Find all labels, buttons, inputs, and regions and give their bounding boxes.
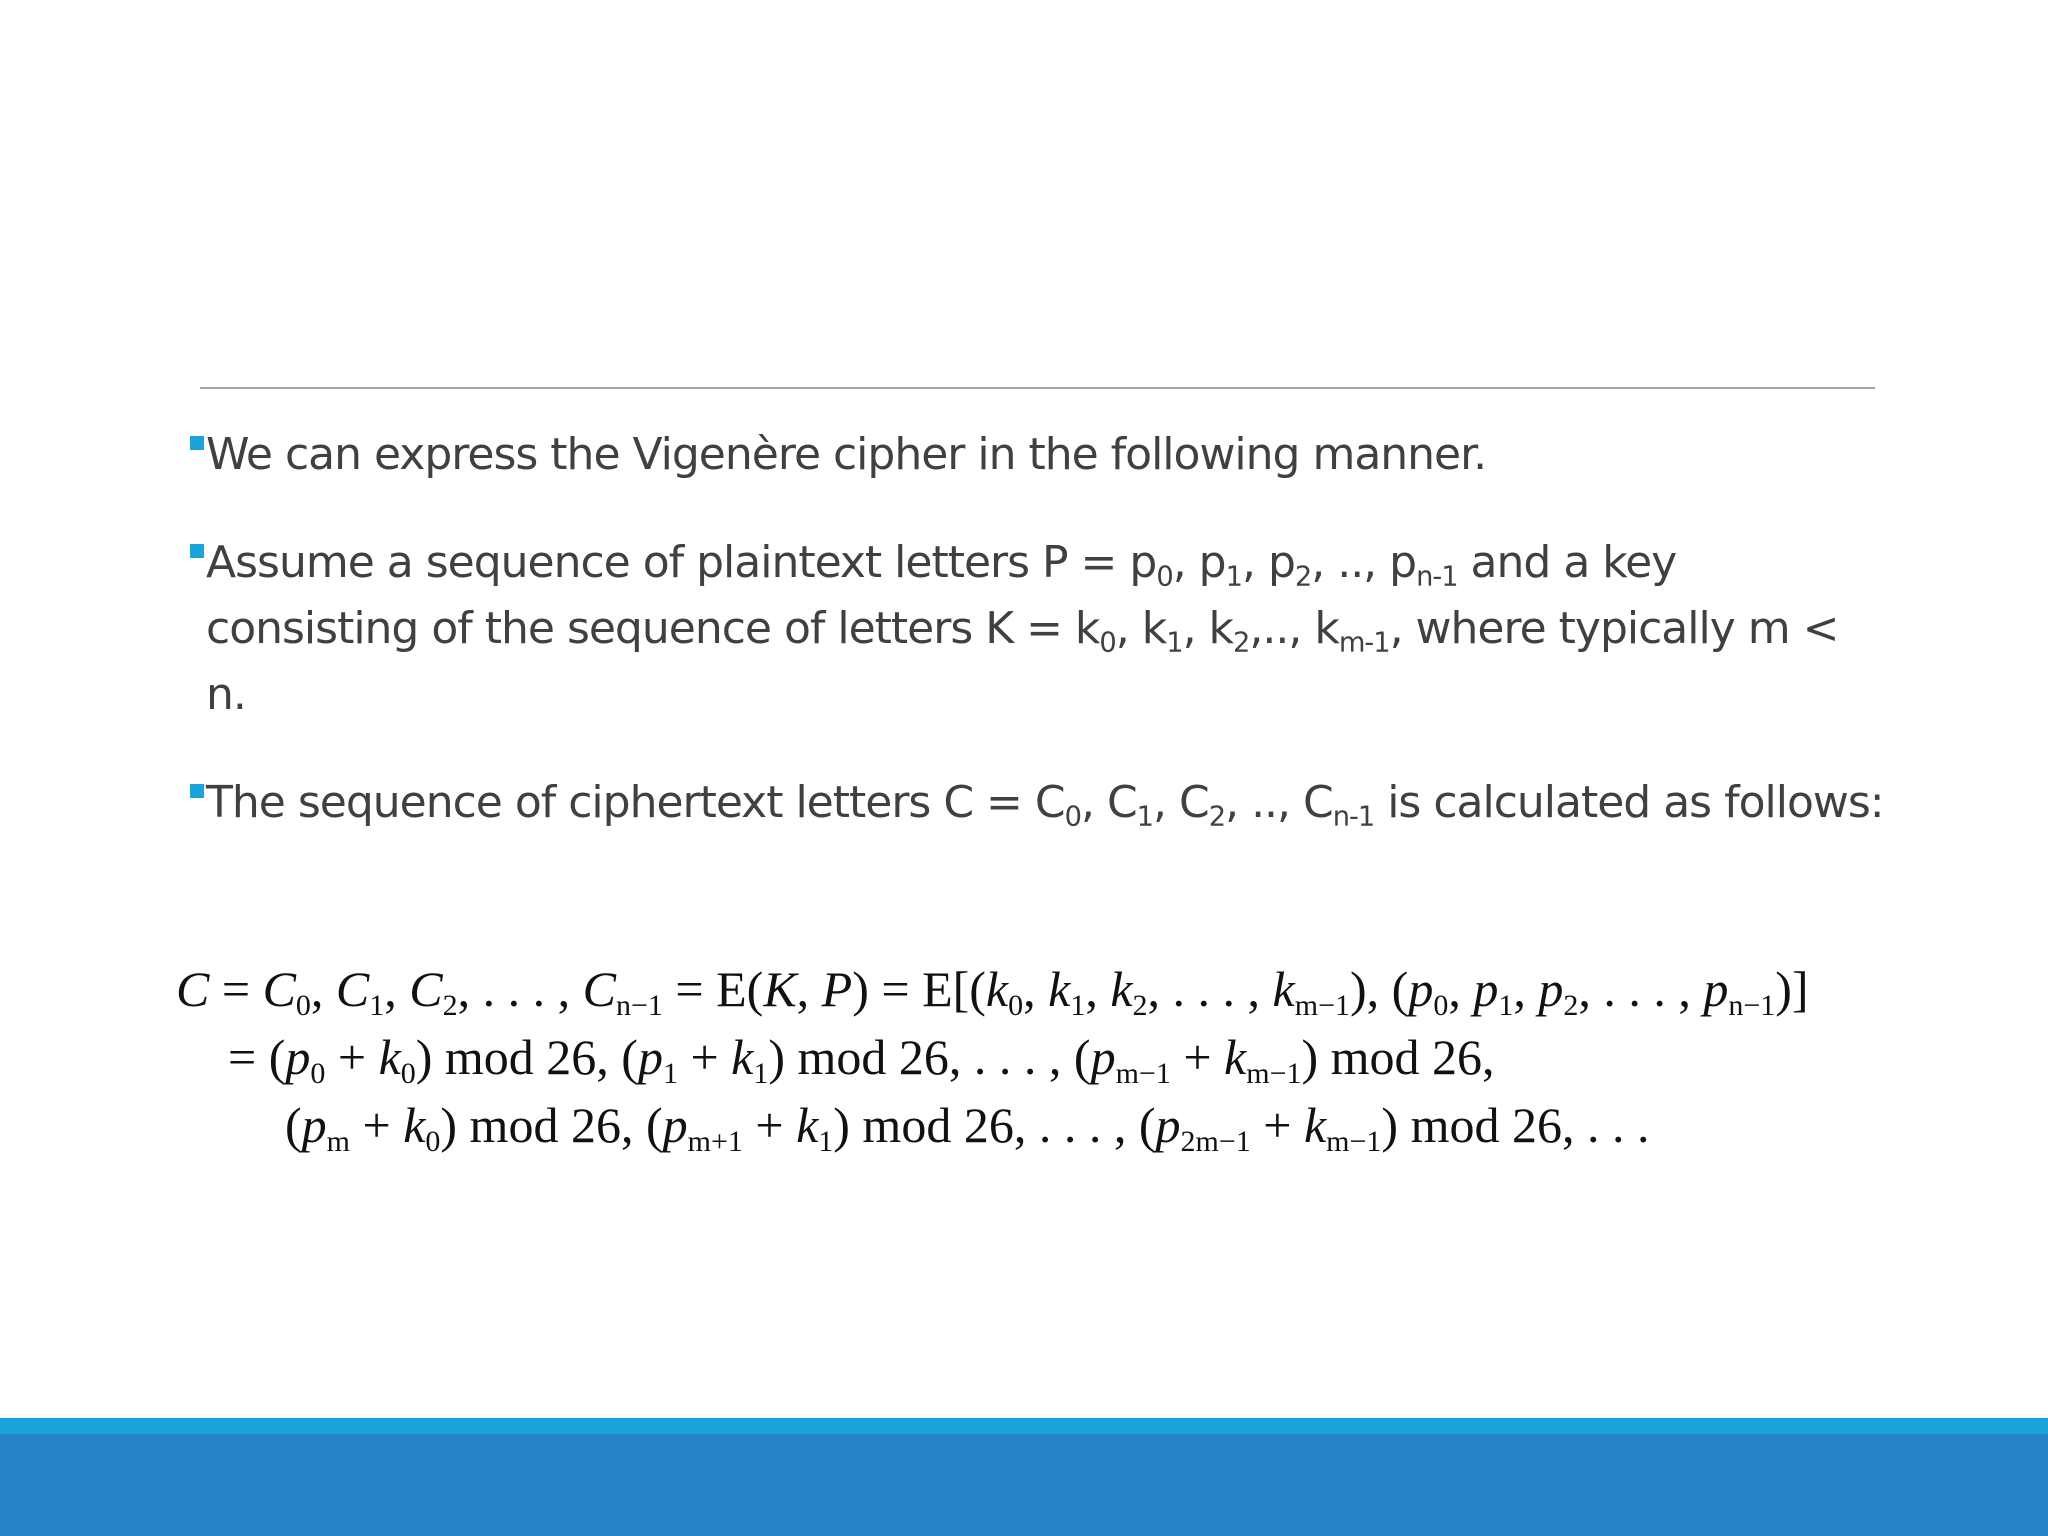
footer-bar — [0, 1434, 2048, 1536]
vigenere-equation — [176, 955, 1951, 1159]
square-bullet-icon — [190, 784, 204, 798]
bullet-item-2 — [186, 530, 1886, 728]
bullet-text-2: Assume a sequence of plaintext letters $P = p_0$, $p_1$, $p_2$, .., $p_{n-1}$ and a key consisting of the sequence of letters $K = k_0$, $k_1$, $k_2$,.., $k_{m-1}$, where typically m < n. — [206, 537, 1839, 720]
square-bullet-icon — [190, 544, 204, 558]
footer-accent-stripe — [0, 1418, 2048, 1434]
square-bullet-icon — [190, 436, 204, 450]
equation-line-3: $(p_m + k_0)$ mod 26, $(p_{m+1} + k_1)$ mod 26, . . . , $(p_{2m-1} + k_{m-1})$ mod 26, . . . — [285, 1097, 1650, 1158]
bullet-text-3: The sequence of ciphertext letters $C = C_0$, $C_1$, $C_2$, .., $C_{n-1}$ is calculated as follows: — [206, 777, 1884, 833]
bullet-item-1 — [186, 422, 1886, 488]
bullet-item-3 — [186, 770, 1886, 836]
bullet-text-1: We can express the Vigenère cipher in the following manner. — [206, 429, 1487, 480]
title-divider-line — [200, 387, 1875, 389]
bullet-list — [186, 422, 1886, 836]
equation-line-2: = $(p_0 + k_0)$ mod 26, $(p_1 + k_1)$ mod 26, . . . , $(p_{m-1} + k_{m-1})$ mod 26, — [228, 1029, 1495, 1090]
equation-line-1: $C = C_0$, $C_1$, $C_2$, . . . , $C_{n-1} = E(K$, $P) = E[(k_0$, $k_1$, $k_2$, . . . , $k_{m-1}$), ($p_0$, $p_1$, $p_2$, . . . , $p_{n-1}$)] — [176, 961, 1809, 1022]
